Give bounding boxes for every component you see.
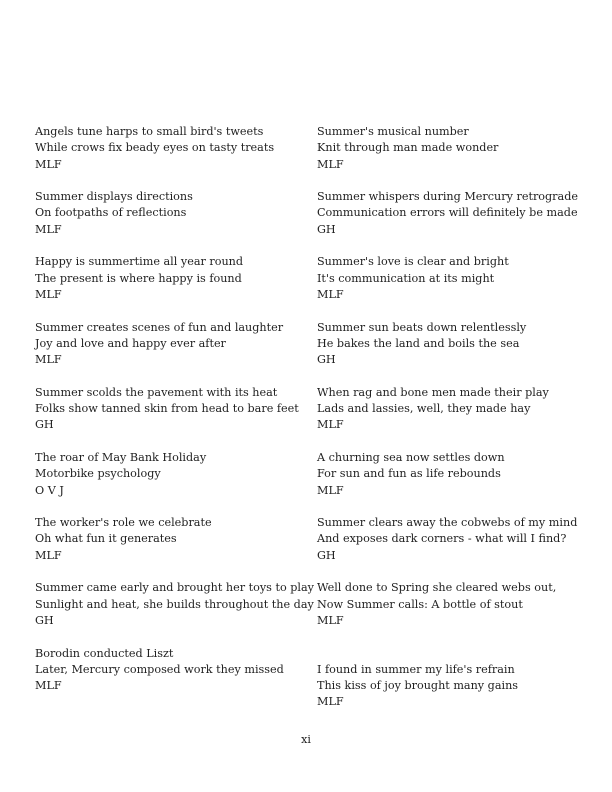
stanza xyxy=(317,580,607,629)
stanza xyxy=(35,580,314,629)
verse-line: Knit through man made wonder xyxy=(317,141,499,155)
verse-line: Summer displays directions xyxy=(35,190,193,204)
verse-line: Later, Mercury composed work they missed xyxy=(35,662,284,676)
stanza xyxy=(35,385,305,434)
author-initials: MLF xyxy=(35,353,62,367)
author-initials: MLF xyxy=(317,418,344,432)
verse-line: I found in summer my life's refrain xyxy=(317,662,515,676)
verse-line: Lads and lassies, well, they made hay xyxy=(317,402,531,416)
stanza xyxy=(35,189,305,238)
verse-line: Summer scolds the pavement with its heat xyxy=(35,385,278,399)
verse-line: While crows fix beady eyes on tasty treats xyxy=(35,141,275,155)
stanza xyxy=(317,662,607,711)
author-initials: MLF xyxy=(35,287,62,301)
author-initials: MLF xyxy=(317,157,344,171)
verse-line: Now Summer calls: A bottle of stout xyxy=(317,597,523,611)
stanza xyxy=(317,450,607,499)
verse-line: Summer's musical number xyxy=(317,125,469,138)
stanza xyxy=(35,450,305,499)
stanza xyxy=(317,320,607,369)
author-initials: MLF xyxy=(35,157,62,171)
verse-line: Summer's love is clear and bright xyxy=(317,255,509,269)
verse-line: Well done to Spring she cleared webs out, xyxy=(317,581,557,595)
verse-line: It's communication at its might xyxy=(317,271,495,285)
verse-line: This kiss of joy brought many gains xyxy=(317,679,519,693)
author-initials: GH xyxy=(317,353,336,367)
verse-line: Sunlight and heat, she builds throughout the day xyxy=(35,597,314,611)
verse-line: For sun and fun as life rebounds xyxy=(317,467,501,481)
verse-line: Summer whispers during Mercury retrograde xyxy=(317,190,578,204)
verse-line: He bakes the land and boils the sea xyxy=(317,336,520,350)
verse-line: Communication errors will definitely be made xyxy=(317,206,578,220)
author-initials: O V J xyxy=(35,483,64,497)
verse-line: Folks show tanned skin from head to bare feet xyxy=(35,402,299,416)
author-initials: GH xyxy=(317,222,336,236)
stanza xyxy=(35,254,305,303)
verse-line: Borodin conducted Liszt xyxy=(35,646,174,660)
author-initials: MLF xyxy=(317,613,344,627)
verse-line: Summer came early and brought her toys to play xyxy=(35,581,314,595)
verse-line: The present is where happy is found xyxy=(35,271,242,285)
verse-line: Joy and love and happy ever after xyxy=(35,336,226,350)
stanza xyxy=(35,646,305,695)
author-initials: MLF xyxy=(35,222,62,236)
verse-line: Summer clears away the cobwebs of my mind xyxy=(317,516,578,530)
stanza xyxy=(317,385,607,434)
verse-line: The roar of May Bank Holiday xyxy=(35,450,207,464)
verse-line: The worker's role we celebrate xyxy=(35,516,212,530)
verse-line: On footpaths of reflections xyxy=(35,206,187,220)
author-initials: MLF xyxy=(35,679,62,693)
right-column xyxy=(317,124,607,711)
author-initials: GH xyxy=(317,548,336,562)
verse-line: Angels tune harps to small bird's tweets xyxy=(35,125,264,138)
stanza xyxy=(35,515,305,564)
verse-line: Oh what fun it generates xyxy=(35,532,177,546)
verse-line: Summer sun beats down relentlessly xyxy=(317,320,527,334)
stanza xyxy=(35,124,305,173)
author-initials: MLF xyxy=(35,548,62,562)
author-initials: GH xyxy=(35,418,54,432)
verse-line: When rag and bone men made their play xyxy=(317,385,549,399)
stanza xyxy=(317,124,607,173)
stanza xyxy=(317,254,607,303)
stanza xyxy=(317,189,607,238)
verse-line: Happy is summertime all year round xyxy=(35,255,244,269)
stanza xyxy=(317,515,607,564)
verse-line: A churning sea now settles down xyxy=(317,450,505,464)
stanza xyxy=(35,320,305,369)
verse-line: Summer creates scenes of fun and laughter xyxy=(35,320,284,334)
author-initials: MLF xyxy=(317,287,344,301)
verse-line: And exposes dark corners - what will I find? xyxy=(317,532,567,546)
left-column xyxy=(35,124,314,694)
page-number: xi xyxy=(301,733,311,746)
verse-line: Motorbike psychology xyxy=(35,467,161,481)
author-initials: GH xyxy=(35,613,54,627)
author-initials: MLF xyxy=(317,483,344,497)
author-initials: MLF xyxy=(317,695,344,709)
